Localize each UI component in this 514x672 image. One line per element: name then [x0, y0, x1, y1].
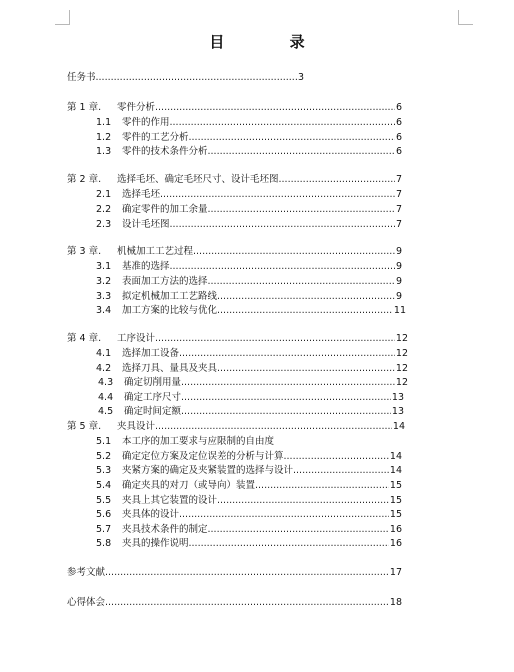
- toc-leader: [179, 348, 395, 360]
- toc-section-entry[interactable]: [96, 276, 402, 288]
- toc-entry-page: 18: [389, 597, 402, 608]
- toc-entry-text: 确定定位方案及定位误差的分析与计算: [122, 451, 284, 462]
- toc-section-number: 5.7: [96, 524, 112, 535]
- toc-entry-page: 13: [391, 406, 404, 417]
- toc-entry-page: 3: [297, 72, 304, 83]
- toc-entry-text: 确定切削用量: [124, 377, 182, 388]
- toc-leader: [105, 597, 389, 609]
- toc-section-number: 4.1: [96, 348, 112, 359]
- toc-entry-text: 夹紧方案的确定及夹紧装置的选择与设计: [122, 465, 294, 476]
- toc-section-entry[interactable]: [96, 219, 402, 231]
- toc-leader: [293, 465, 389, 477]
- toc-leader: [181, 406, 391, 418]
- toc-section-entry[interactable]: [96, 305, 406, 317]
- toc-entry-text: 零件分析: [117, 102, 156, 113]
- toc-chapter-entry[interactable]: [67, 421, 405, 433]
- toc-leader: [217, 495, 389, 507]
- toc-entry[interactable]: [67, 597, 402, 609]
- toc-entry-page: 12: [395, 348, 408, 359]
- toc-entry-text: 心得体会: [67, 597, 106, 608]
- toc-leader: [170, 219, 395, 231]
- toc-entry-text: 夹具上其它装置的设计: [122, 495, 218, 506]
- toc-section-entry[interactable]: [98, 392, 404, 404]
- toc-leader: [189, 132, 395, 144]
- toc-entry-page: 17: [389, 567, 402, 578]
- toc-entry-page: 6: [395, 132, 402, 143]
- toc-entry-page: 7: [395, 174, 402, 185]
- toc-leader: [255, 480, 389, 492]
- toc-entry-page: 9: [395, 261, 402, 272]
- toc-section-number: 1.1: [96, 117, 112, 128]
- toc-section-number: 2.3: [96, 219, 112, 230]
- toc-entry-text: 加工方案的比较与优化: [122, 305, 218, 316]
- toc-leader: [179, 509, 389, 521]
- toc-section-number: 4.3: [98, 377, 114, 388]
- toc-section-entry[interactable]: [96, 348, 408, 360]
- toc-entry-page: 9: [395, 246, 402, 257]
- toc-section-entry[interactable]: [98, 377, 408, 389]
- toc-leader: [96, 72, 297, 84]
- toc-section-number: 5.6: [96, 509, 112, 520]
- toc-leader: [208, 146, 395, 158]
- toc-section-entry[interactable]: [96, 204, 402, 216]
- toc-entry-text: 夹具体的设计: [122, 509, 180, 520]
- toc-section-number: 5.1: [96, 436, 112, 447]
- toc-entry-page: 7: [395, 189, 402, 200]
- toc-section-number: 1.3: [96, 146, 112, 157]
- toc-section-number: 2.1: [96, 189, 112, 200]
- toc-entry[interactable]: [67, 567, 402, 579]
- toc-section-number: 4.5: [98, 406, 114, 417]
- toc-entry-text: 零件的工艺分析: [122, 132, 189, 143]
- toc-chapter-number: 第 4 章.: [67, 333, 102, 344]
- toc-section-entry[interactable]: [96, 132, 402, 144]
- toc-entry-page: 11: [393, 305, 406, 316]
- toc-section-number: 5.5: [96, 495, 112, 506]
- toc-chapter-number: 第 1 章.: [67, 102, 102, 113]
- toc-entry-page: 15: [389, 495, 402, 506]
- toc-entry-page: 9: [395, 276, 402, 287]
- toc-section-number: 2.2: [96, 204, 112, 215]
- toc-entry-text: 确定时间定额: [124, 406, 182, 417]
- toc-entry-text: 本工序的加工要求与应限制的自由度: [122, 436, 275, 447]
- toc-leader: [284, 451, 389, 463]
- toc-chapter-entry[interactable]: [67, 102, 402, 114]
- toc-entry-text: 夹具设计: [117, 421, 156, 432]
- toc-leader: [217, 363, 395, 375]
- toc-entry-page: 16: [389, 524, 402, 535]
- toc-leader: [181, 392, 391, 404]
- toc-leader: [155, 421, 392, 433]
- toc-entry-page: 13: [391, 392, 404, 403]
- toc-leader: [217, 291, 395, 303]
- toc-entry-text: 选择毛坯、确定毛坯尺寸、设计毛坯图: [117, 174, 279, 185]
- toc-entry-text: 任务书: [67, 72, 96, 83]
- toc-entry-text: 选择加工设备: [122, 348, 180, 359]
- toc-section-entry[interactable]: [96, 261, 402, 273]
- toc-section-number: 5.2: [96, 451, 112, 462]
- toc-section-entry[interactable]: [98, 406, 404, 418]
- toc-entry-page: 12: [395, 333, 408, 344]
- toc-section-entry[interactable]: [96, 538, 402, 550]
- toc-leader: [170, 261, 395, 273]
- toc-entry-text: 确定夹具的对刀（或导向）装置: [122, 480, 256, 491]
- toc-leader: [217, 305, 393, 317]
- toc-leader: [170, 117, 395, 129]
- toc-entry-text: 零件的技术条件分析: [122, 146, 208, 157]
- toc-entry-page: 7: [395, 204, 402, 215]
- toc-entry-page: 12: [395, 377, 408, 388]
- toc-leader: [160, 189, 395, 201]
- toc-section-entry[interactable]: [96, 451, 402, 463]
- toc-leader: [208, 524, 389, 536]
- toc-section-number: 1.2: [96, 132, 112, 143]
- toc-section-number: 5.8: [96, 538, 112, 549]
- toc-entry-text: 确定零件的加工余量: [122, 204, 208, 215]
- toc-leader: [181, 377, 395, 389]
- toc-section-entry[interactable]: [96, 291, 402, 303]
- toc-section-entry[interactable]: [96, 509, 402, 521]
- toc-section-number: 5.3: [96, 465, 112, 476]
- toc-chapter-entry[interactable]: [67, 246, 402, 258]
- toc-chapter-number: 第 3 章.: [67, 246, 102, 257]
- toc-leader: [155, 102, 395, 114]
- toc-section-entry[interactable]: [96, 465, 402, 477]
- toc-leader: [279, 174, 395, 186]
- toc-entry[interactable]: [67, 72, 304, 84]
- toc-entry-text: 基准的选择: [122, 261, 170, 272]
- toc-entry-page: 16: [389, 538, 402, 549]
- toc-leader: [208, 276, 395, 288]
- toc-entry-page: 6: [395, 102, 402, 113]
- toc-leader: [208, 204, 395, 216]
- toc-section-entry[interactable]: [96, 480, 402, 492]
- toc-entry-page: 14: [389, 465, 402, 476]
- toc-section-entry[interactable]: [96, 436, 402, 448]
- toc-entry-text: 选择毛坯: [122, 189, 161, 200]
- toc-section-entry[interactable]: [96, 146, 402, 158]
- toc-entry-page: 6: [395, 146, 402, 157]
- toc-leader: [193, 246, 395, 258]
- toc-entry-page: 15: [389, 480, 402, 491]
- toc-entry-page: 6: [395, 117, 402, 128]
- toc-entry-text: 参考文献: [67, 567, 106, 578]
- toc-section-number: 3.3: [96, 291, 112, 302]
- toc-section-number: 4.2: [96, 363, 112, 374]
- toc-section-number: 5.4: [96, 480, 112, 491]
- toc-section-number: 3.1: [96, 261, 112, 272]
- toc-leader: [105, 567, 389, 579]
- toc-section-entry[interactable]: [96, 495, 402, 507]
- toc-entry-text: 设计毛坯图: [122, 219, 170, 230]
- toc-entry-text: 工序设计: [117, 333, 156, 344]
- toc-entry-text: 夹具的操作说明: [122, 538, 189, 549]
- toc-section-entry[interactable]: [96, 363, 408, 375]
- toc-section-entry[interactable]: [96, 117, 402, 129]
- toc-entry-text: 确定工序尺寸: [124, 392, 182, 403]
- toc-entry-text: 选择刀具、量具及夹具: [122, 363, 218, 374]
- toc-leader: [155, 333, 395, 345]
- toc-chapter-number: 第 2 章.: [67, 174, 102, 185]
- toc-title: 目 录: [209, 33, 335, 51]
- toc-chapter-entry[interactable]: [67, 174, 402, 186]
- toc-entry-text: 机械加工工艺过程: [117, 246, 194, 257]
- toc-section-entry[interactable]: [96, 524, 402, 536]
- toc-entry-text: 表面加工方法的选择: [122, 276, 208, 287]
- toc-chapter-number: 第 5 章.: [67, 421, 102, 432]
- toc-entry-text: 拟定机械加工工艺路线: [122, 291, 218, 302]
- toc-entry-text: 夹具技术条件的制定: [122, 524, 208, 535]
- toc-leader: [189, 538, 389, 550]
- toc-entry-text: 零件的作用: [122, 117, 170, 128]
- toc-entry-page: 9: [395, 291, 402, 302]
- toc-section-entry[interactable]: [96, 189, 402, 201]
- toc-section-number: 4.4: [98, 392, 114, 403]
- toc-entry-page: 7: [395, 219, 402, 230]
- toc-section-number: 3.4: [96, 305, 112, 316]
- toc-entry-page: 14: [389, 451, 402, 462]
- toc-entry-page: 14: [392, 421, 405, 432]
- toc-entry-page: 12: [395, 363, 408, 374]
- toc-section-number: 3.2: [96, 276, 112, 287]
- toc-chapter-entry[interactable]: [67, 333, 408, 345]
- toc-entry-page: 15: [389, 509, 402, 520]
